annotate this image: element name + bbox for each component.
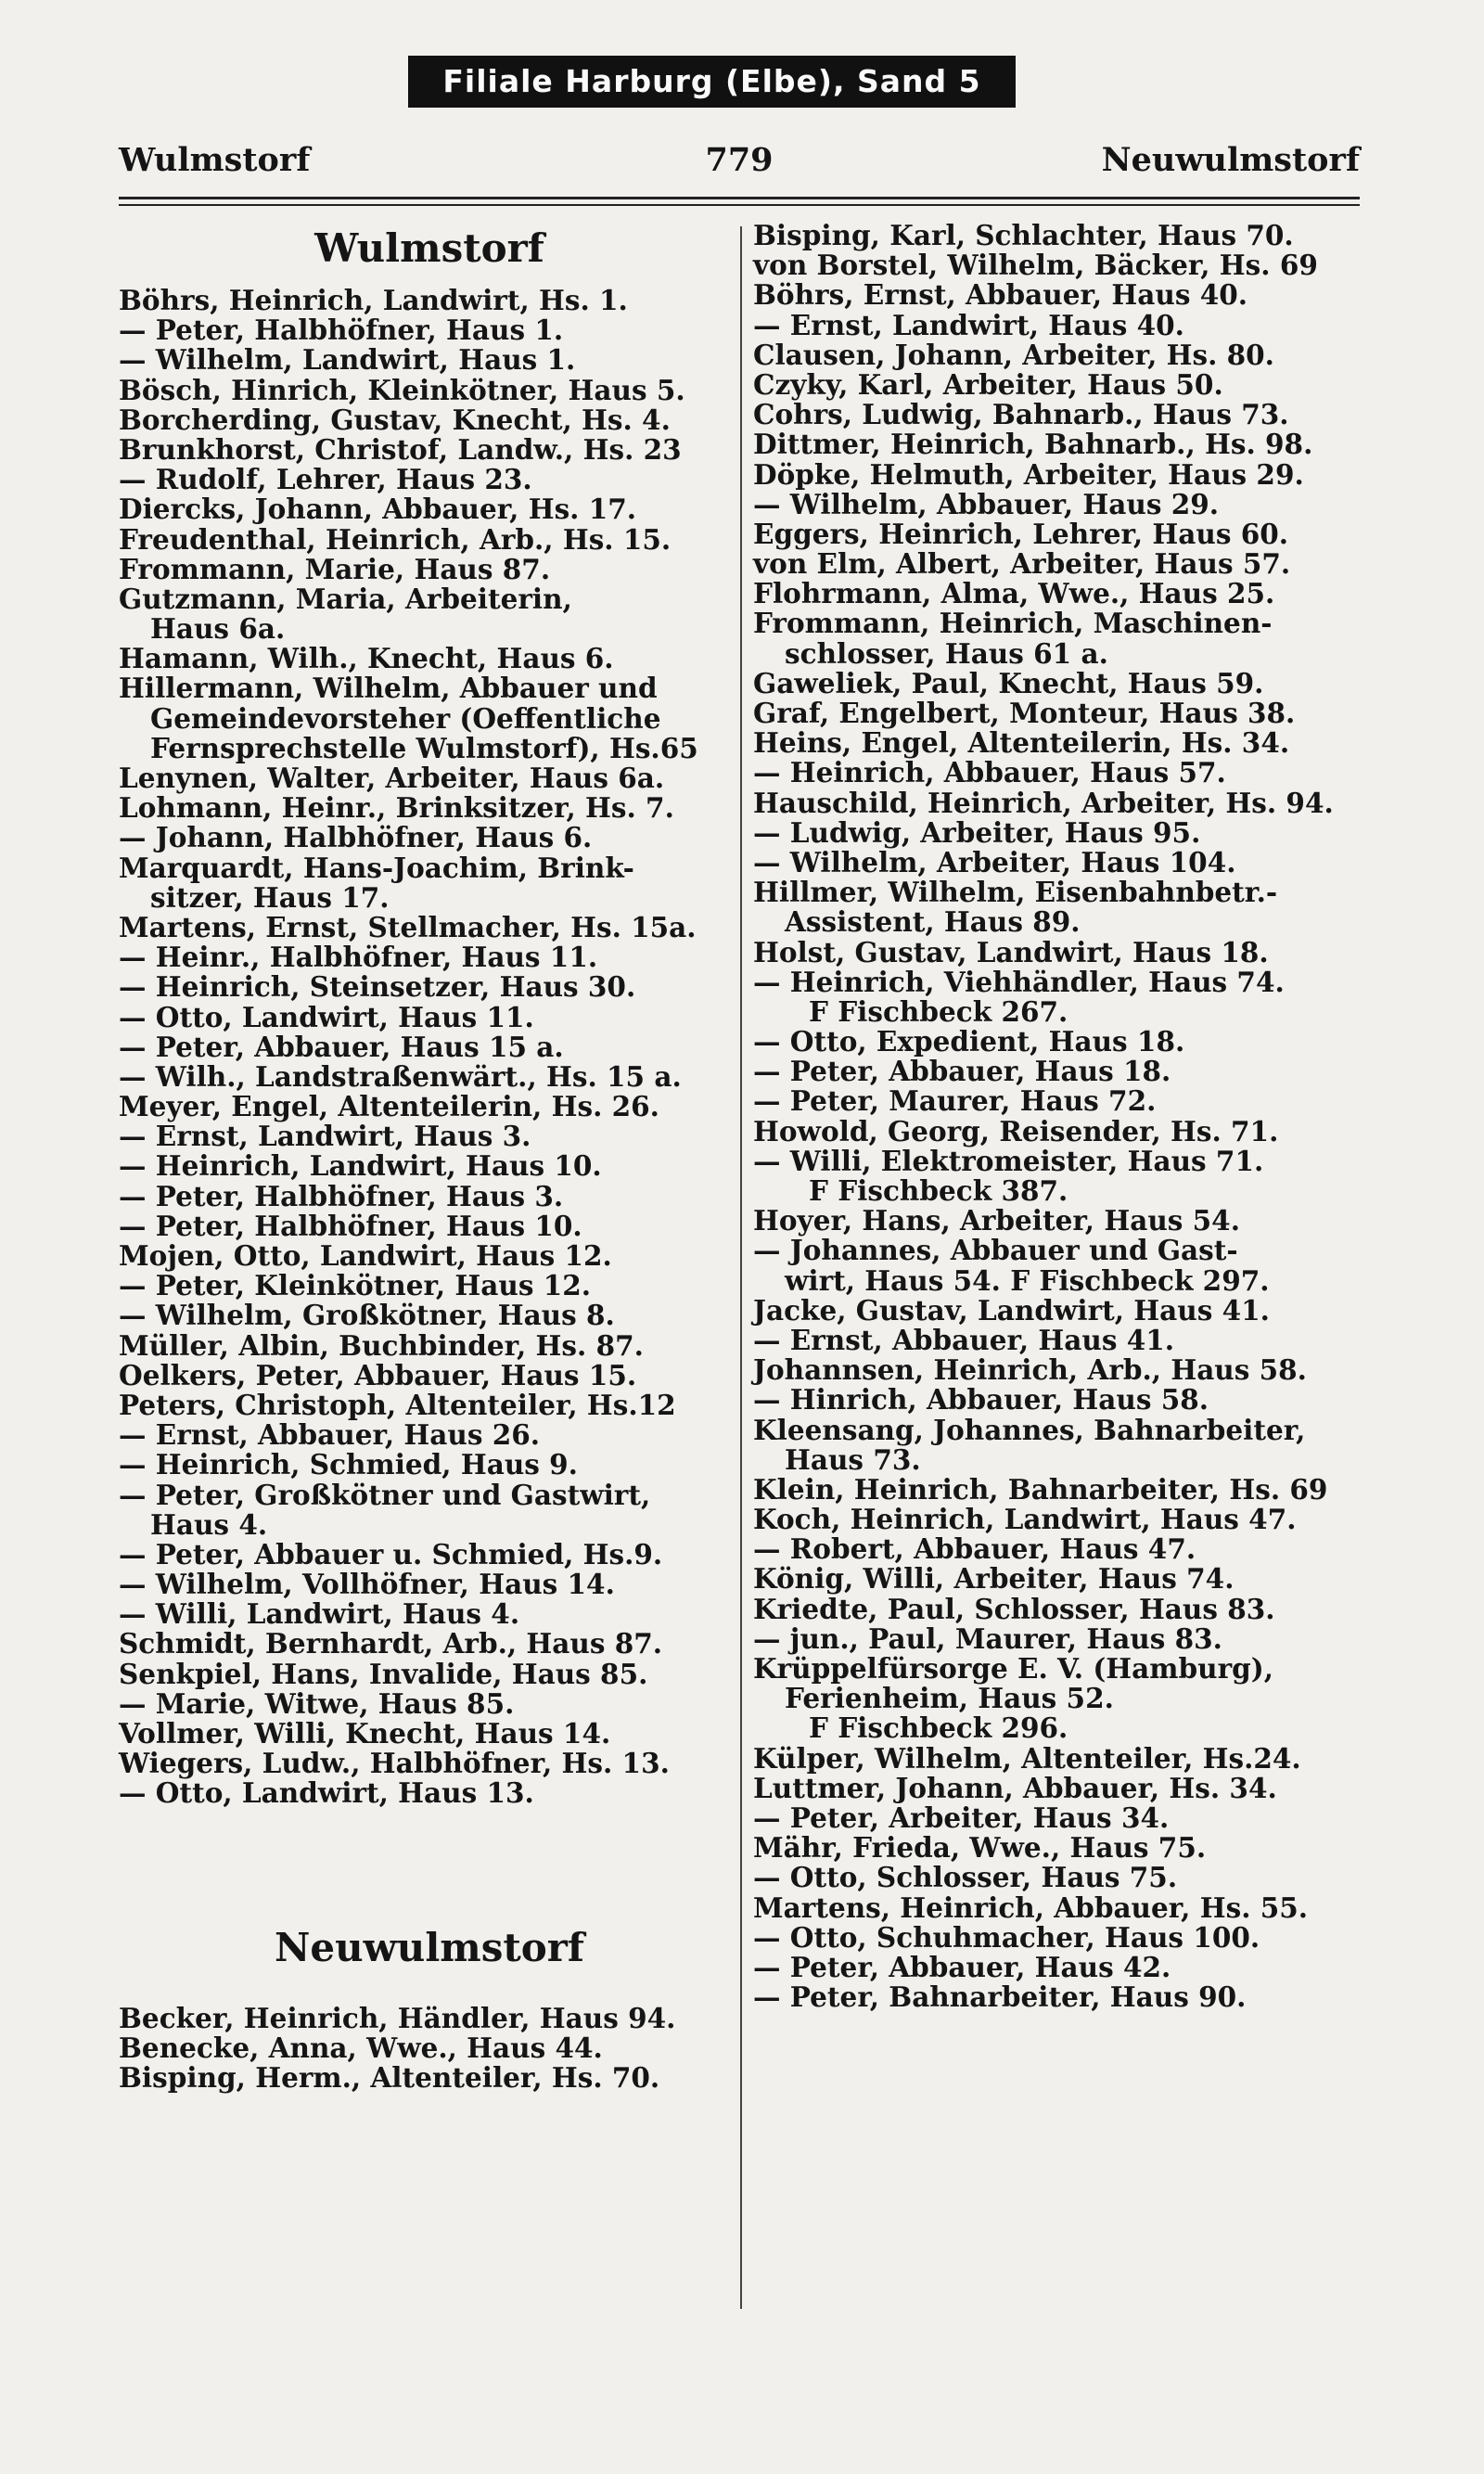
- directory-entry: Haus 6a.: [150, 612, 286, 646]
- directory-entry: — Otto, Schuhmacher, Haus 100.: [753, 1920, 1260, 1954]
- directory-entry: Frommann, Marie, Haus 87.: [119, 552, 551, 585]
- directory-entry: — Ernst, Landwirt, Haus 3.: [119, 1120, 531, 1153]
- directory-entry: Ferienheim, Haus 52.: [785, 1682, 1114, 1715]
- directory-entry: — Ernst, Landwirt, Haus 40.: [753, 308, 1184, 341]
- directory-entry: Hoyer, Hans, Arbeiter, Haus 54.: [753, 1204, 1240, 1237]
- directory-entry: Krüppelfürsorge E. V. (Hamburg),: [753, 1652, 1273, 1685]
- directory-entry: — Hinrich, Abbauer, Haus 58.: [753, 1383, 1209, 1416]
- directory-entry: Senkpiel, Hans, Invalide, Haus 85.: [119, 1657, 648, 1690]
- directory-entry: Diercks, Johann, Abbauer, Hs. 17.: [119, 493, 637, 526]
- directory-entry: — Johannes, Abbauer und Gast-: [753, 1234, 1238, 1267]
- directory-entry: Bisping, Karl, Schlachter, Haus 70.: [753, 219, 1294, 251]
- office-banner: Filiale Harburg (Elbe), Sand 5: [408, 56, 1016, 108]
- directory-entry: Hamann, Wilh., Knecht, Haus 6.: [119, 642, 614, 675]
- left-entry-list-2: [119, 2001, 731, 2094]
- directory-entry: Mähr, Frieda, Wwe., Haus 75.: [753, 1831, 1207, 1865]
- directory-entry: — Otto, Landwirt, Haus 11.: [119, 1000, 534, 1033]
- directory-entry: Schmidt, Bernhardt, Arb., Haus 87.: [119, 1627, 663, 1660]
- directory-entry: — Heinrich, Steinsetzer, Haus 30.: [119, 970, 636, 1004]
- column-divider: [740, 226, 742, 2309]
- section-gap: [119, 1809, 731, 1920]
- directory-entry: wirt, Haus 54. F Fischbeck 297.: [785, 1263, 1270, 1297]
- directory-entry: Jacke, Gustav, Landwirt, Haus 41.: [753, 1293, 1270, 1327]
- directory-entry: — Peter, Maurer, Haus 72.: [753, 1084, 1157, 1118]
- directory-entry: Wiegers, Ludw., Halbhöfner, Hs. 13.: [119, 1747, 670, 1780]
- directory-entry: — Peter, Halbhöfner, Haus 10.: [119, 1209, 582, 1242]
- directory-entry: Eggers, Heinrich, Lehrer, Haus 60.: [753, 517, 1289, 550]
- directory-entry: — Wilhelm, Abbauer, Haus 29.: [753, 487, 1220, 520]
- directory-entry: — Peter, Halbhöfner, Haus 3.: [119, 1179, 564, 1212]
- directory-entry: Kleensang, Johannes, Bahnarbeiter,: [753, 1413, 1306, 1446]
- directory-entry: Böhrs, Ernst, Abbauer, Haus 40.: [753, 278, 1248, 312]
- directory-entry: Brunkhorst, Christof, Landw., Hs. 23: [119, 432, 682, 466]
- directory-entry: — Otto, Schlosser, Haus 75.: [753, 1861, 1178, 1894]
- directory-entry: — Willi, Landwirt, Haus 4.: [119, 1597, 520, 1631]
- directory-entry: Hauschild, Heinrich, Arbeiter, Hs. 94.: [753, 786, 1334, 819]
- directory-entry: Döpke, Helmuth, Arbeiter, Haus 29.: [753, 457, 1304, 491]
- directory-entry: — Heinrich, Schmied, Haus 9.: [119, 1448, 578, 1481]
- left-column: [119, 221, 731, 2093]
- directory-entry: Czyky, Karl, Arbeiter, Haus 50.: [753, 367, 1223, 401]
- running-head: [119, 141, 1360, 187]
- directory-entry: F Fischbeck 387.: [809, 1174, 1068, 1207]
- header-rule: [119, 197, 1360, 199]
- directory-entry: — Willi, Elektromeister, Haus 71.: [753, 1144, 1264, 1177]
- directory-entry: Külper, Wilhelm, Altenteiler, Hs.24.: [753, 1741, 1301, 1775]
- directory-entry: — Otto, Landwirt, Haus 13.: [119, 1776, 534, 1810]
- directory-entry: Lohmann, Heinr., Brinksitzer, Hs. 7.: [119, 791, 674, 825]
- directory-entry: Johannsen, Heinrich, Arb., Haus 58.: [753, 1353, 1307, 1387]
- directory-entry: F Fischbeck 296.: [809, 1711, 1068, 1745]
- right-column: [753, 221, 1373, 2012]
- directory-entry: — Heinrich, Abbauer, Haus 57.: [753, 756, 1226, 789]
- directory-entry: — Peter, Abbauer, Haus 42.: [753, 1950, 1171, 1983]
- directory-entry: Becker, Heinrich, Händler, Haus 94.: [119, 2001, 676, 2034]
- directory-entry: Hillmer, Wilhelm, Eisenbahnbetr.-: [753, 876, 1278, 909]
- directory-entry: Haus 73.: [785, 1442, 921, 1476]
- directory-entry: Clausen, Johann, Arbeiter, Hs. 80.: [753, 338, 1274, 371]
- directory-entry: Holst, Gustav, Landwirt, Haus 18.: [753, 935, 1269, 968]
- section-heading-neuwulmstorf: Neuwulmstorf: [275, 1924, 584, 1970]
- section-heading-wulmstorf: Wulmstorf: [314, 225, 544, 271]
- directory-entry: — Heinrich, Viehhändler, Haus 74.: [753, 965, 1285, 998]
- directory-entry: schlosser, Haus 61 a.: [785, 636, 1108, 670]
- directory-entry: Meyer, Engel, Altenteilerin, Hs. 26.: [119, 1090, 659, 1123]
- directory-entry: Dittmer, Heinrich, Bahnarb., Hs. 98.: [753, 428, 1313, 461]
- directory-entry: Müller, Albin, Buchbinder, Hs. 87.: [119, 1328, 644, 1362]
- directory-entry: — Wilhelm, Arbeiter, Haus 104.: [753, 845, 1236, 878]
- directory-entry: — Wilhelm, Großkötner, Haus 8.: [119, 1299, 615, 1332]
- directory-entry: Gaweliek, Paul, Knecht, Haus 59.: [753, 666, 1264, 699]
- directory-entry: — Peter, Abbauer, Haus 18.: [753, 1055, 1171, 1088]
- directory-entry: Assistent, Haus 89.: [785, 905, 1081, 939]
- directory-entry: Marquardt, Hans-Joachim, Brink-: [119, 851, 634, 884]
- directory-entry: Benecke, Anna, Wwe., Haus 44.: [119, 2031, 603, 2064]
- directory-entry: Haus 4.: [150, 1507, 268, 1541]
- directory-entry: sitzer, Haus 17.: [150, 880, 390, 914]
- directory-entry: — jun., Paul, Maurer, Haus 83.: [753, 1622, 1222, 1655]
- header-rule-thin: [119, 204, 1360, 206]
- directory-entry: Bösch, Hinrich, Kleinkötner, Haus 5.: [119, 373, 685, 406]
- directory-entry: — Heinr., Halbhöfner, Haus 11.: [119, 941, 598, 974]
- directory-entry: — Johann, Halbhöfner, Haus 6.: [119, 821, 593, 854]
- directory-entry: von Borstel, Wilhelm, Bäcker, Hs. 69: [753, 249, 1318, 282]
- directory-entry: — Peter, Kleinkötner, Haus 12.: [119, 1269, 592, 1302]
- directory-entry: Klein, Heinrich, Bahnarbeiter, Hs. 69: [753, 1472, 1328, 1506]
- directory-entry: Cohrs, Ludwig, Bahnarb., Haus 73.: [753, 398, 1289, 431]
- directory-entry: — Ernst, Abbauer, Haus 41.: [753, 1323, 1175, 1356]
- directory-entry: Oelkers, Peter, Abbauer, Haus 15.: [119, 1358, 637, 1391]
- directory-entry: Martens, Heinrich, Abbauer, Hs. 55.: [753, 1891, 1309, 1924]
- directory-entry: Borcherding, Gustav, Knecht, Hs. 4.: [119, 403, 671, 436]
- directory-entry: Koch, Heinrich, Landwirt, Haus 47.: [753, 1503, 1297, 1536]
- directory-entry: Martens, Ernst, Stellmacher, Hs. 15a.: [119, 910, 697, 943]
- heading-gap: [119, 1985, 731, 2004]
- directory-entry: Fernsprechstelle Wulmstorf), Hs.65: [150, 731, 698, 764]
- directory-entry: Hillermann, Wilhelm, Abbauer und: [119, 672, 658, 705]
- directory-entry: F Fischbeck 267.: [809, 994, 1068, 1028]
- directory-entry: — Heinrich, Landwirt, Haus 10.: [119, 1149, 602, 1183]
- directory-entry: Gutzmann, Maria, Arbeiterin,: [119, 582, 572, 615]
- directory-entry: — Peter, Abbauer u. Schmied, Hs.9.: [119, 1537, 663, 1570]
- directory-entry: Howold, Georg, Reisender, Hs. 71.: [753, 1114, 1279, 1147]
- page-number: 779: [705, 141, 774, 179]
- directory-entry: Graf, Engelbert, Monteur, Haus 38.: [753, 697, 1296, 729]
- directory-entry: Mojen, Otto, Landwirt, Haus 12.: [119, 1239, 612, 1272]
- directory-entry: Lenynen, Walter, Arbeiter, Haus 6a.: [119, 762, 665, 794]
- directory-entry: — Peter, Großkötner und Gastwirt,: [119, 1478, 651, 1511]
- directory-entry: — Ludwig, Arbeiter, Haus 95.: [753, 815, 1201, 849]
- directory-entry: — Ernst, Abbauer, Haus 26.: [119, 1418, 541, 1452]
- directory-entry: — Peter, Bahnarbeiter, Haus 90.: [753, 1980, 1247, 2014]
- directory-entry: Frommann, Heinrich, Maschinen-: [753, 607, 1273, 640]
- directory-entry: — Marie, Witwe, Haus 85.: [119, 1686, 515, 1720]
- directory-entry: Freudenthal, Heinrich, Arb., Hs. 15.: [119, 522, 672, 556]
- directory-entry: — Rudolf, Lehrer, Haus 23.: [119, 463, 532, 496]
- directory-entry: Bisping, Herm., Altenteiler, Hs. 70.: [119, 2060, 660, 2094]
- directory-entry: Gemeindevorsteher (Oeffentliche: [150, 701, 661, 735]
- directory-entry: — Peter, Abbauer, Haus 15 a.: [119, 1030, 564, 1063]
- directory-entry: Flohrmann, Alma, Wwe., Haus 25.: [753, 577, 1275, 610]
- directory-entry: Peters, Christoph, Altenteiler, Hs.12: [119, 1388, 676, 1421]
- running-head-right: Neuwulmstorf: [1101, 141, 1360, 179]
- right-entry-list: [753, 221, 1373, 2012]
- directory-entry: Vollmer, Willi, Knecht, Haus 14.: [119, 1717, 611, 1750]
- directory-entry: — Wilhelm, Landwirt, Haus 1.: [119, 343, 576, 377]
- directory-entry: — Wilh., Landstraßenwärt., Hs. 15 a.: [119, 1059, 682, 1093]
- directory-entry: Böhrs, Heinrich, Landwirt, Hs. 1.: [119, 284, 628, 316]
- directory-entry: Kriedte, Paul, Schlosser, Haus 83.: [753, 1592, 1275, 1625]
- directory-entry: von Elm, Albert, Arbeiter, Haus 57.: [753, 547, 1291, 581]
- directory-entry: König, Willi, Arbeiter, Haus 74.: [753, 1562, 1235, 1596]
- directory-entry: — Peter, Arbeiter, Haus 34.: [753, 1801, 1170, 1834]
- left-entry-list: [119, 286, 731, 1809]
- directory-entry: Luttmer, Johann, Abbauer, Hs. 34.: [753, 1771, 1277, 1804]
- directory-entry: — Peter, Halbhöfner, Haus 1.: [119, 314, 564, 347]
- directory-entry: — Wilhelm, Vollhöfner, Haus 14.: [119, 1568, 615, 1601]
- directory-entry: Heins, Engel, Altenteilerin, Hs. 34.: [753, 726, 1290, 760]
- running-head-left: Wulmstorf: [119, 141, 311, 179]
- directory-entry: — Otto, Expedient, Haus 18.: [753, 1025, 1185, 1058]
- directory-entry: — Robert, Abbauer, Haus 47.: [753, 1532, 1196, 1566]
